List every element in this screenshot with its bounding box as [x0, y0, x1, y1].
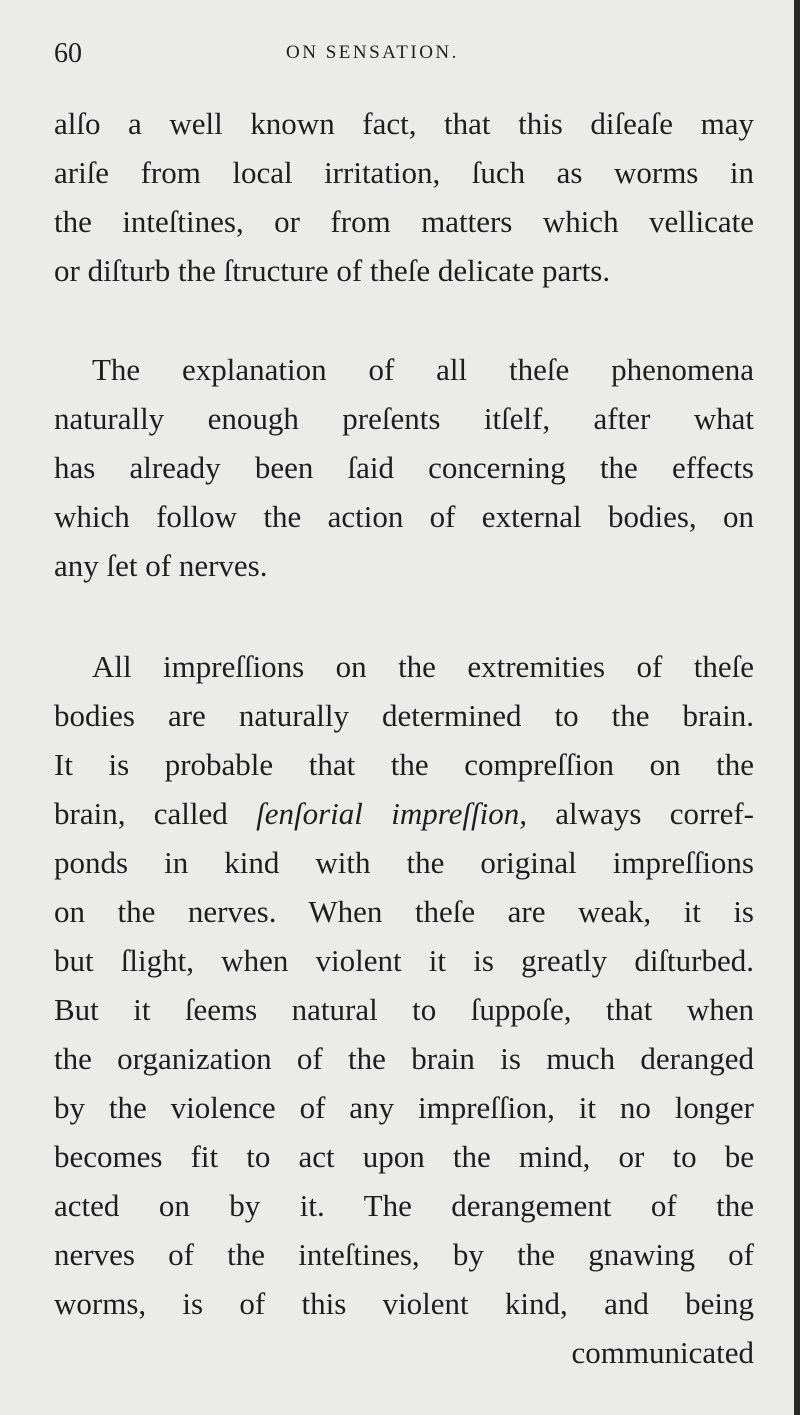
text-line: or diſturb the ſtructure of theſe delicate parts. [54, 253, 611, 288]
text-line: It is probable that the compreſſion on the [54, 747, 754, 782]
paragraph-first-line: All impreſſions on the extremities of theſe [92, 649, 754, 684]
text-line: on the nerves. When theſe are weak, it is [54, 894, 754, 929]
text-line: ariſe from local irritation, ſuch as worms in [54, 155, 754, 190]
text-line: worms, is of this violent kind, and being [54, 1286, 754, 1321]
text-line: which follow the action of external bodies, on [54, 499, 754, 534]
text-line: the inteſtines, or from matters which vellicate [54, 204, 754, 239]
text-fragment: brain, called [54, 796, 228, 831]
text-line: bodies are naturally determined to the brain. [54, 698, 754, 733]
text-line: But it ſeems natural to ſuppoſe, that when [54, 992, 754, 1027]
text-line: naturally enough preſents itſelf, after what [54, 401, 754, 436]
text-line: ponds in kind with the original impreſſions [54, 845, 754, 880]
running-head: ON SENSATION. [286, 42, 459, 63]
page-number: 60 [54, 38, 82, 69]
text-line: has already been ſaid concerning the effects [54, 450, 754, 485]
text-line: acted on by it. The derangement of the [54, 1188, 754, 1223]
text-line: but ſlight, when violent it is greatly diſturbed. [54, 943, 754, 978]
text-fragment: always corref- [555, 796, 755, 831]
text-line: alſo a well known fact, that this diſeaſe may [54, 106, 754, 141]
text-line: by the violence of any impreſſion, it no longer [54, 1090, 754, 1125]
text-line: nerves of the inteſtines, by the gnawing of [54, 1237, 754, 1272]
catchword: communicated [571, 1335, 754, 1370]
italic-term: ſenſorial impreſſion, [256, 796, 527, 831]
text-line: becomes fit to act upon the mind, or to be [54, 1139, 754, 1174]
text-line: the organization of the brain is much deranged [54, 1041, 754, 1076]
page-edge-shadow [794, 0, 800, 1415]
paragraph-first-line: The explanation of all theſe phenomena [92, 352, 754, 387]
text-line: any ſet of nerves. [54, 548, 268, 583]
text-line-with-italic [54, 794, 754, 834]
